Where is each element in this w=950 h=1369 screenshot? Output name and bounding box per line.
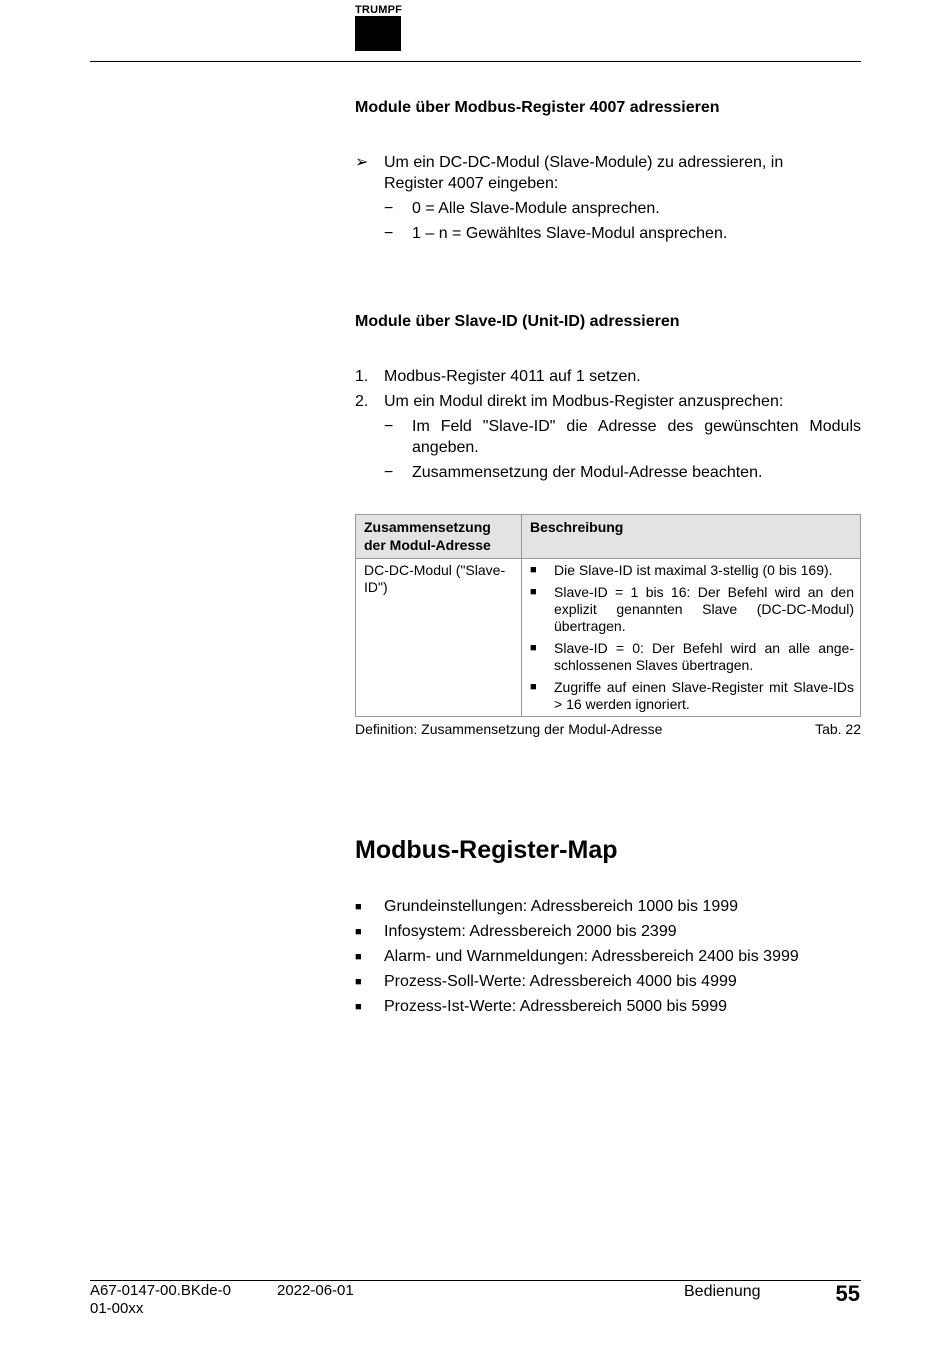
dash-marker: − (384, 225, 394, 242)
bullet-square-icon: ■ (355, 926, 362, 938)
step-number: 1. (355, 368, 369, 385)
bullet-square-icon: ■ (355, 1001, 362, 1013)
table-header-description: Beschreibung (522, 515, 861, 559)
dash-marker: − (384, 464, 394, 481)
bullet-text: Zugriffe auf einen Slave-Register mit Slave-IDs > 16 werden ignoriert. (554, 679, 854, 712)
table-header-composition: Zusammensetzung der Modul-Adresse (356, 515, 522, 559)
list-item (530, 640, 854, 674)
footer-doc-id-line-2: 01-00xx (90, 1300, 144, 1317)
register-map-item: Grundeinstellungen: Adressbereich 1000 bis 1999 (384, 898, 739, 915)
bullet-text: Slave-ID = 1 bis 16: Der Befehl wird an den explizit genannten Slave (DC-DC-Modul) übertragen. (554, 584, 854, 634)
list-item (530, 562, 854, 579)
list-item (530, 584, 854, 635)
dash-marker: − (384, 200, 394, 217)
section-heading-register-4007: Module über Modbus-Register 4007 adressieren (355, 99, 720, 116)
footer-chapter: Bedienung (684, 1283, 761, 1300)
bullet-square-icon: ■ (530, 564, 537, 576)
substep-text-line-1: Im Feld "Slave-ID" die Adresse des gewünschten Moduls (412, 418, 861, 435)
table-caption (355, 721, 861, 737)
bullet-square-icon: ■ (355, 976, 362, 988)
step-text: Modbus-Register 4011 auf 1 setzen. (384, 368, 641, 385)
substep-text: Zusammensetzung der Modul-Adresse beachten. (412, 464, 763, 481)
section-heading-register-map: Modbus-Register-Map (355, 836, 618, 864)
table-header-row (356, 515, 861, 559)
list-item (530, 679, 854, 713)
step-number: 2. (355, 393, 369, 410)
register-map-item: Prozess-Soll-Werte: Adressbereich 4000 bis 4999 (384, 973, 737, 990)
table-row (356, 559, 861, 717)
substep-text-line-2: angeben. (412, 439, 479, 456)
bullet-text: Slave-ID = 0: Der Befehl wird an alle ange-schlossenen Slaves übertragen. (554, 640, 854, 673)
description-bullet-list (530, 562, 854, 713)
footer-divider (90, 1280, 861, 1281)
header-divider (90, 61, 861, 62)
table-cell-description (522, 559, 861, 717)
bullet-square-icon: ■ (530, 642, 537, 654)
page-number: 55 (835, 1281, 860, 1306)
table-number: Tab. 22 (815, 721, 861, 737)
company-logo (355, 16, 401, 51)
bullet-text: Die Slave-ID ist maximal 3-stellig (0 bis 169). (554, 562, 833, 578)
instruction-text-line-1: Um ein DC-DC-Modul (Slave-Module) zu adressieren, in (384, 154, 784, 171)
register-map-item: Infosystem: Adressbereich 2000 bis 2399 (384, 923, 677, 940)
module-address-table (355, 514, 861, 717)
footer-date: 2022-06-01 (277, 1282, 354, 1299)
register-map-item: Alarm- und Warnmeldungen: Adressbereich 2400 bis 3999 (384, 948, 799, 965)
table-cell-module-label: DC-DC-Modul ("Slave-ID") (356, 559, 522, 717)
company-logo-text: TRUMPF (355, 4, 403, 16)
instruction-arrow-icon: ➢ (355, 154, 369, 171)
table-caption-text: Definition: Zusammensetzung der Modul-Adresse (355, 721, 663, 737)
bullet-square-icon: ■ (530, 586, 537, 598)
section-heading-slave-id: Module über Slave-ID (Unit-ID) adressieren (355, 313, 680, 330)
register-map-item: Prozess-Ist-Werte: Adressbereich 5000 bis 5999 (384, 998, 727, 1015)
option-all-modules: 0 = Alle Slave-Module ansprechen. (412, 200, 660, 217)
instruction-text-line-2: Register 4007 eingeben: (384, 175, 559, 192)
footer-doc-id-line-1: A67-0147-00.BKde-0 (90, 1282, 231, 1299)
bullet-square-icon: ■ (355, 901, 362, 913)
bullet-square-icon: ■ (530, 681, 537, 693)
option-selected-module: 1 – n = Gewähltes Slave-Modul ansprechen. (412, 225, 728, 242)
dash-marker: − (384, 418, 394, 435)
step-text: Um ein Modul direkt im Modbus-Register anzusprechen: (384, 393, 784, 410)
bullet-square-icon: ■ (355, 951, 362, 963)
